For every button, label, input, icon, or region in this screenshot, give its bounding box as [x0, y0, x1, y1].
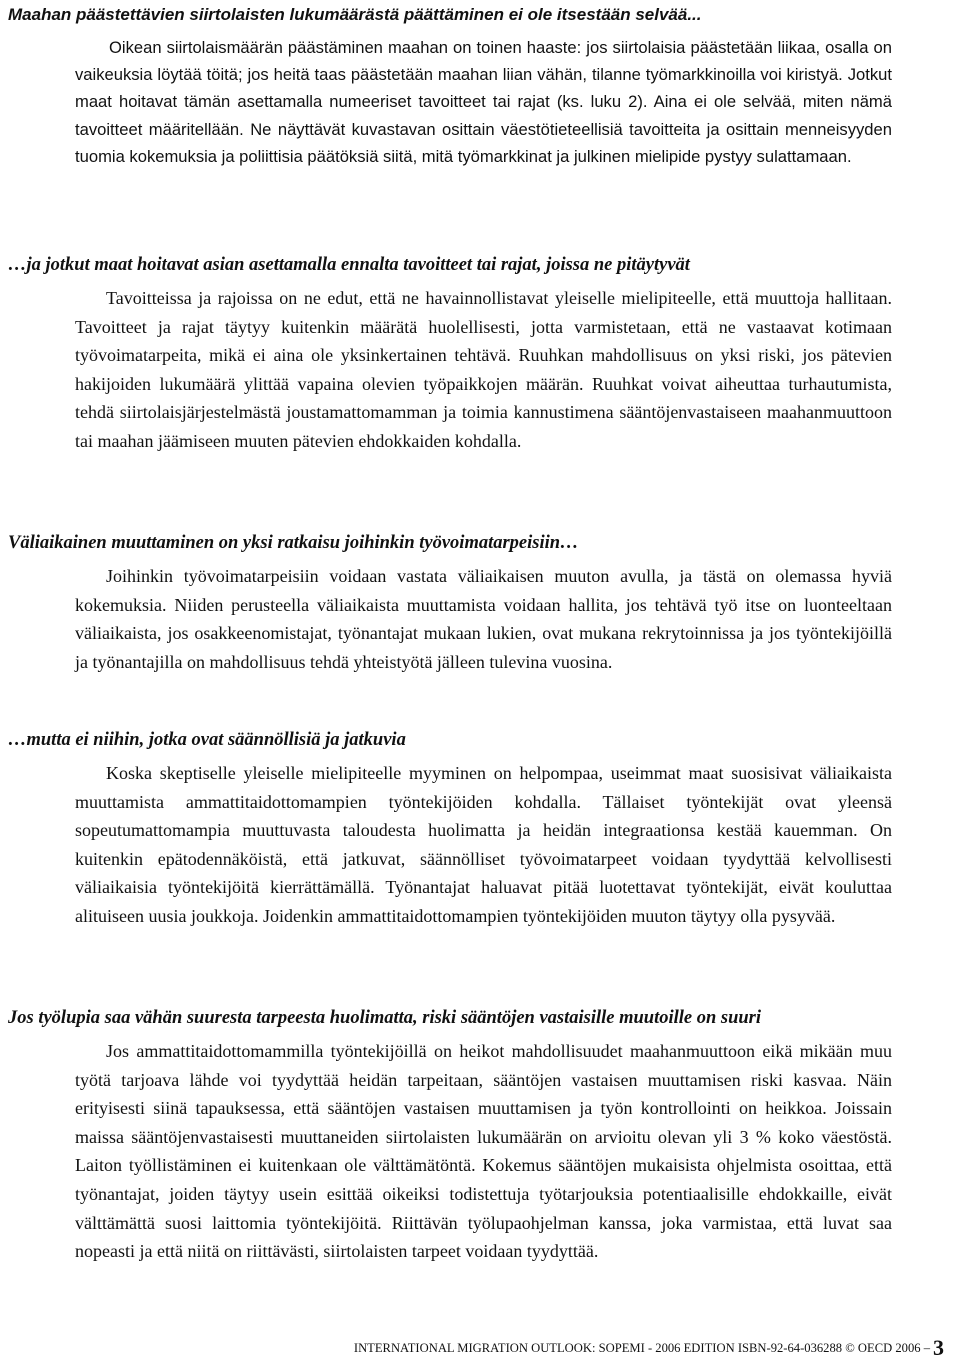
- footer-text: INTERNATIONAL MIGRATION OUTLOOK: SOPEMI - 2006 EDITION ISBN-92-64-036288 © OECD 2006 –: [353, 1341, 930, 1355]
- page-footer: [354, 1335, 944, 1361]
- section-heading-1: Maahan päästettävien siirtolaisten lukumäärästä päättäminen ei ole itsestään selvää...: [8, 5, 702, 24]
- section-heading-5: Jos työlupia saa vähän suuresta tarpeesta huolimatta, riski sääntöjen vastaisille muutoille on suuri: [8, 1008, 761, 1028]
- section-body-4: Koska skeptiselle yleiselle mielipiteelle myyminen on helpompaa, useimmat maat suosisivat väliaikaista muuttamista ammattitaidottomampien työntekijöiden kohdalla. Tällaiset työntekijät ovat yleensä sopeutumattomampia muuttuvasta taloudesta huolimatta ja heidän integraationsa kestää kauemman. On kuitenkin epätodennäköistä, että jatkuvat, säännölliset työvoimatarpeet voidaan tyydyttää kelvollisesti väliaikaisia työntekijöitä kierrättämällä. Työnantajat haluavat pitää luotettavat työntekijät, eivät kouluttaa alituiseen uusia joukkoja. Joidenkin ammattitaidottomampien työntekijöiden muuton täytyy olla pysyvää.: [75, 763, 892, 926]
- section-body-2: Tavoitteissa ja rajoissa on ne edut, että ne havainnollistavat yleiselle mielipiteelle, että muuttoja hallitaan. Tavoitteet ja rajat täytyy kuitenkin määrätä huolellisesti, jotta varmistetaan, että ne vastaavat kotimaan työvoimatarpeita, mikä ei aina ole yksinkertainen tehtävä. Ruuhkan mahdollisuus on yksi riski, jos pätevien hakijoiden lukumäärä ylittää vapaina olevien työpaikkojen määrän. Ruuhkat voivat aiheuttaa turhautumista, tehdä siirtolaisjärjestelmästä joustamattomamman ja toimia kannustimena sääntöjenvastaiseen maahanmuuttoon tai maahan jäämiseen muuten pätevien ehdokkaiden kohdalla.: [75, 288, 892, 451]
- page-number: 3: [933, 1335, 944, 1360]
- section-heading-4: …mutta ei niihin, jotka ovat säännöllisiä ja jatkuvia: [8, 730, 406, 750]
- section-heading-2: …ja jotkut maat hoitavat asian asettamalla ennalta tavoitteet tai rajat, joissa ne pitäytyvät: [8, 255, 690, 275]
- section-heading-3: Väliaikainen muuttaminen on yksi ratkaisu joihinkin työvoimatarpeisiin…: [8, 533, 579, 553]
- section-body-1: Oikean siirtolaismäärän päästäminen maahan on toinen haaste: jos siirtolaisia päästetään liikaa, osalla on vaikeuksia löytää töitä; jos heitä taas päästetään maahan liian vähän, tilanne työmarkkinoilla voi kiristyä. Jotkut maat hoitavat tämän asettamalla numeeriset tavoitteet tai rajat (ks. luku 2). Aina ei ole selvää, miten nämä tavoitteet määritellään. Ne näyttävät kuvastavan osittain väestötieteellisiä tavoitteita ja osittain menneisyyden tuomia kokemuksia ja poliittisia päätöksiä siitä, mitä työmarkkinat ja julkinen mielipide pystyy sulattamaan.: [75, 38, 892, 166]
- section-body-3: Joihinkin työvoimatarpeisiin voidaan vastata väliaikaisen muuton avulla, ja tästä on olemassa hyviä kokemuksia. Niiden perusteella väliaikaista muuttamista voidaan hallita, jos tehtävä työ itse on luonteeltaan väliaikaista, jos osakkeenomistajat, työnantajat mukaan lukien, ovat mukana rekrytoinnissa ja jos työntekijöillä ja työnantajilla on mahdollisuus tehdä yhteistyötä jälleen tulevina vuosina.: [75, 566, 892, 672]
- section-body-5: Jos ammattitaidottomammilla työntekijöillä on heikot mahdollisuudet maahanmuuttoon eikä mikään muu työtä tarjoava lähde voi tyydyttää heidän tarpeitaan, sääntöjen vastaisen muuttamisen riski kasvaa. Näin erityisesti siinä tapauksessa, että sääntöjen vastaisen muuttamisen ja työn kontrollointi on heikkoa. Joissain maissa sääntöjenvastaisesti muuttaneiden siirtolaisten lukumäärän on arvioitu olevan yli 3 % koko väestöstä. Laiton työllistäminen ei kuitenkaan ole välttämätöntä. Kokemus sääntöjen mukaisista ohjelmista osoittaa, että työnantajat, joiden täytyy usein esittää oikeiksi todistettuja työtarjouksia potentiaalisille ehdokkaille, eivät välttämättä suosi laittomia työntekijöitä. Riittävän työlupaohjelman kanssa, joka varmistaa, että luvat saa nopeasti ja että niitä on riittävästi, siirtolaisten tarpeet voidaan tyydyttää.: [75, 1041, 892, 1262]
